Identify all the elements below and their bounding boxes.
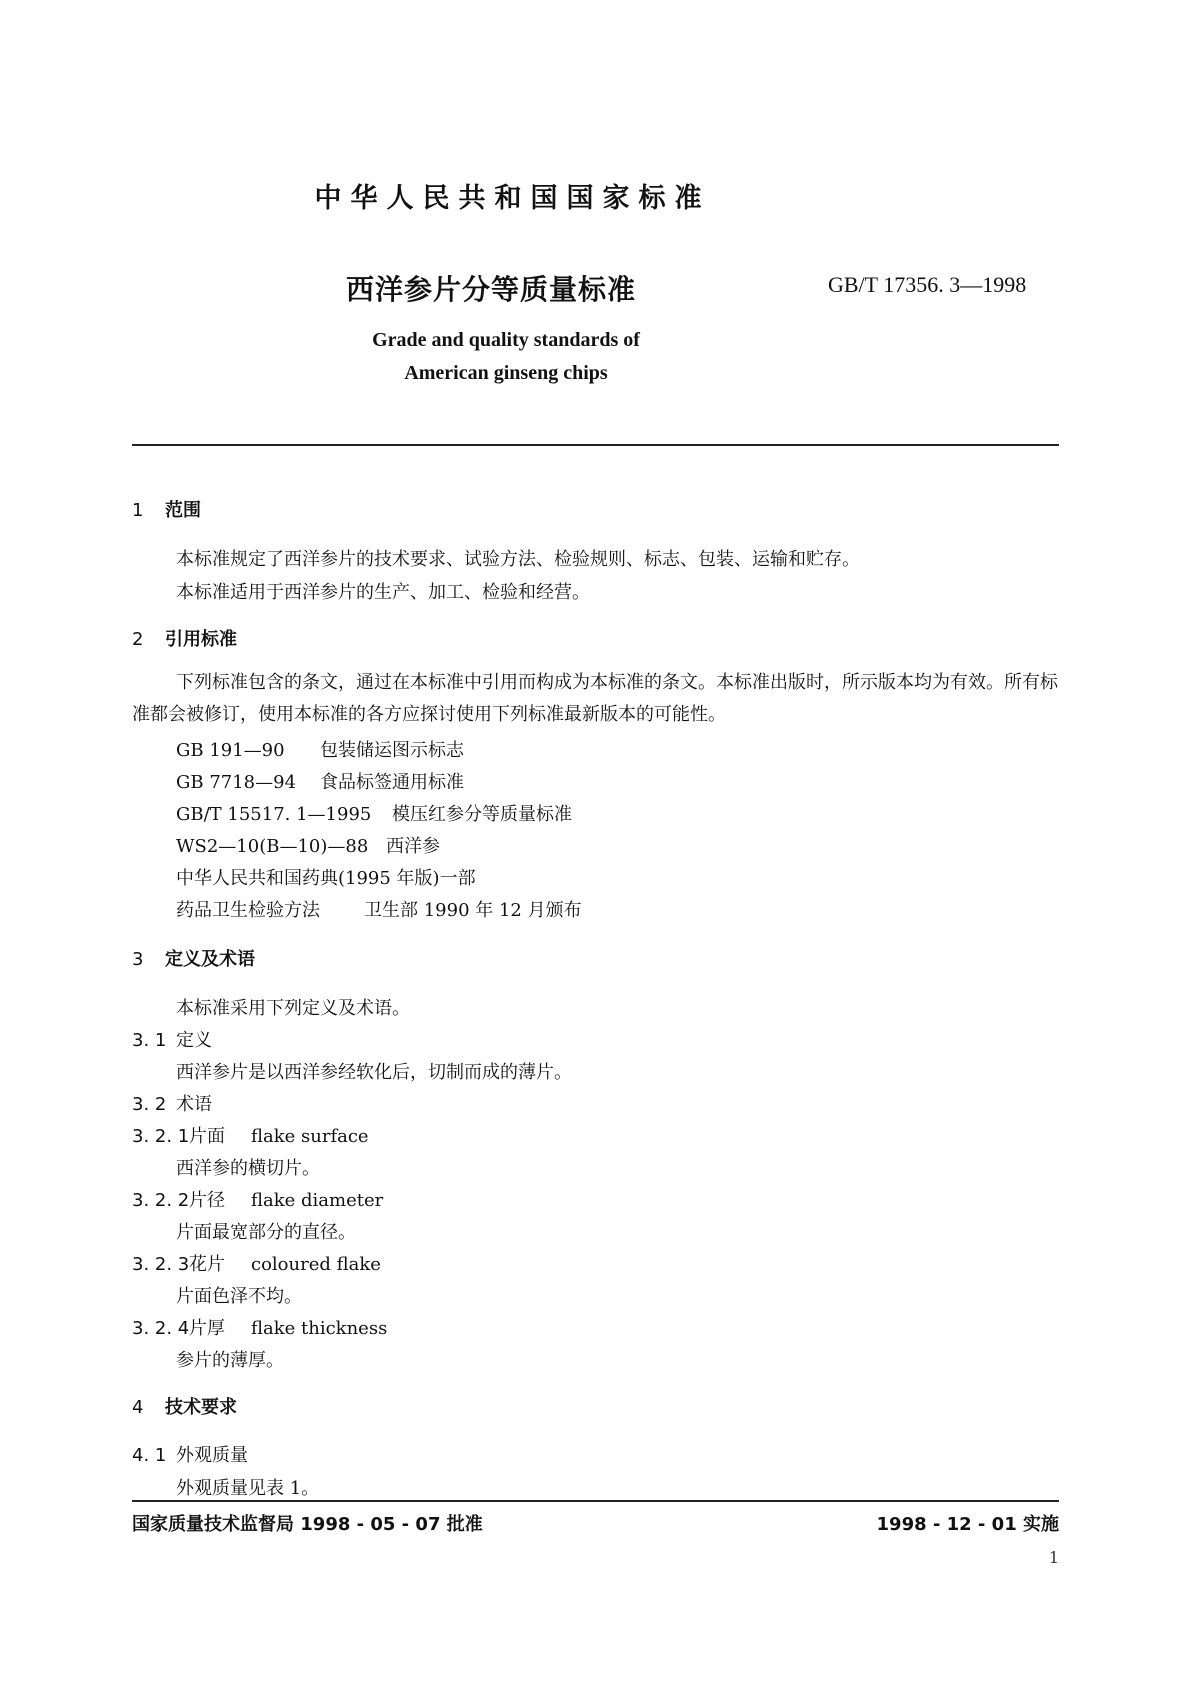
- term-definition: 片面色泽不均。: [176, 1286, 302, 1307]
- issued-by: 国家质量技术监督局 1998 - 05 - 07 批准: [132, 1514, 483, 1535]
- section-number: 2: [132, 629, 144, 650]
- paragraph: 下列标准包含的条文，通过在本标准中引用而构成为本标准的条文。本标准出版时，所示版本均为有效。所有标准都会被修订，使用本标准的各方应探讨使用下列标准最新版本的可能性。: [132, 672, 1058, 725]
- subsection-number: 3. 1: [132, 1030, 167, 1051]
- term-number: 3. 2. 3: [132, 1254, 190, 1275]
- subsection-number: 3. 2: [132, 1094, 167, 1115]
- title-en-line2: American ginseng chips: [404, 362, 608, 384]
- term-number: 3. 2. 2: [132, 1190, 190, 1211]
- subsection-4-1: [132, 1441, 248, 1467]
- header-divider: [132, 444, 1059, 446]
- title-en-line1: Grade and quality standards of: [372, 329, 640, 351]
- reference-item: [176, 896, 582, 922]
- national-standard-heading: 中华人民共和国国家标准: [314, 183, 711, 214]
- paragraph: 外观质量见表 1。: [176, 1478, 320, 1499]
- subsection-3-2: [132, 1090, 212, 1116]
- section-title: 技术要求: [165, 1397, 237, 1418]
- term-en: flake thickness: [251, 1318, 388, 1339]
- subsection-title: 术语: [176, 1094, 212, 1115]
- section-title: 范围: [165, 500, 201, 521]
- section-number: 4: [132, 1397, 144, 1418]
- reference-name: 包装储运图示标志: [320, 740, 464, 761]
- paragraph: 本标准采用下列定义及术语。: [176, 998, 410, 1019]
- section-3-heading: [132, 945, 255, 971]
- reference-item: [176, 736, 464, 762]
- term-en: flake surface: [251, 1126, 369, 1147]
- paragraph: 西洋参片是以西洋参经软化后，切制而成的薄片。: [176, 1062, 572, 1083]
- reference-code: GB/T 15517. 1—1995: [176, 804, 372, 825]
- reference-code: 中华人民共和国药典(1995 年版)一部: [176, 868, 476, 889]
- reference-item: [176, 864, 476, 890]
- term-heading: [132, 1250, 381, 1276]
- subsection-number: 4. 1: [132, 1445, 167, 1466]
- term-en: flake diameter: [251, 1190, 384, 1211]
- reference-name: 西洋参: [386, 836, 440, 857]
- term-definition: 西洋参的横切片。: [176, 1158, 320, 1179]
- effective-date: 1998 - 12 - 01 实施: [876, 1514, 1059, 1535]
- term-number: 3. 2. 1: [132, 1126, 190, 1147]
- document-title-en: [300, 324, 712, 390]
- page-number: 1: [1048, 1548, 1059, 1567]
- term-heading: [132, 1314, 387, 1340]
- section-title: 定义及术语: [165, 949, 255, 970]
- reference-item: [176, 768, 464, 794]
- reference-item: [176, 800, 572, 826]
- paragraph: 本标准规定了西洋参片的技术要求、试验方法、检验规则、标志、包装、运输和贮存。: [176, 549, 860, 570]
- section-1-heading: [132, 496, 201, 522]
- term-definition: 参片的薄厚。: [176, 1350, 284, 1371]
- term-zh: 片面: [189, 1126, 225, 1147]
- reference-code: GB 191—90: [176, 740, 285, 761]
- document-title-zh: 西洋参片分等质量标准: [346, 273, 637, 306]
- reference-code: WS2—10(B—10)—88: [176, 836, 369, 857]
- section-number: 3: [132, 949, 144, 970]
- subsection-title: 外观质量: [176, 1445, 248, 1466]
- term-definition: 片面最宽部分的直径。: [176, 1222, 356, 1243]
- term-zh: 片厚: [189, 1318, 225, 1339]
- term-heading: [132, 1122, 369, 1148]
- reference-name: 食品标签通用标准: [320, 772, 464, 793]
- reference-item: [176, 832, 440, 858]
- term-en: coloured flake: [251, 1254, 381, 1275]
- term-number: 3. 2. 4: [132, 1318, 190, 1339]
- section-4-heading: [132, 1393, 237, 1419]
- term-heading: [132, 1186, 383, 1212]
- reference-code: GB 7718—94: [176, 772, 297, 793]
- section-title: 引用标准: [165, 629, 237, 650]
- term-zh: 花片: [189, 1254, 225, 1275]
- reference-name: 模压红参分等质量标准: [392, 804, 572, 825]
- subsection-title: 定义: [176, 1030, 212, 1051]
- reference-name: 卫生部 1990 年 12 月颁布: [364, 900, 582, 921]
- footer-divider: [132, 1500, 1059, 1502]
- standard-code: GB/T 17356. 3—1998: [828, 272, 1027, 297]
- section-2-heading: [132, 625, 237, 651]
- paragraph: 本标准适用于西洋参片的生产、加工、检验和经营。: [176, 582, 590, 603]
- section-number: 1: [132, 500, 144, 521]
- reference-code: 药品卫生检验方法: [176, 900, 320, 921]
- subsection-3-1: [132, 1026, 212, 1052]
- term-zh: 片径: [189, 1190, 225, 1211]
